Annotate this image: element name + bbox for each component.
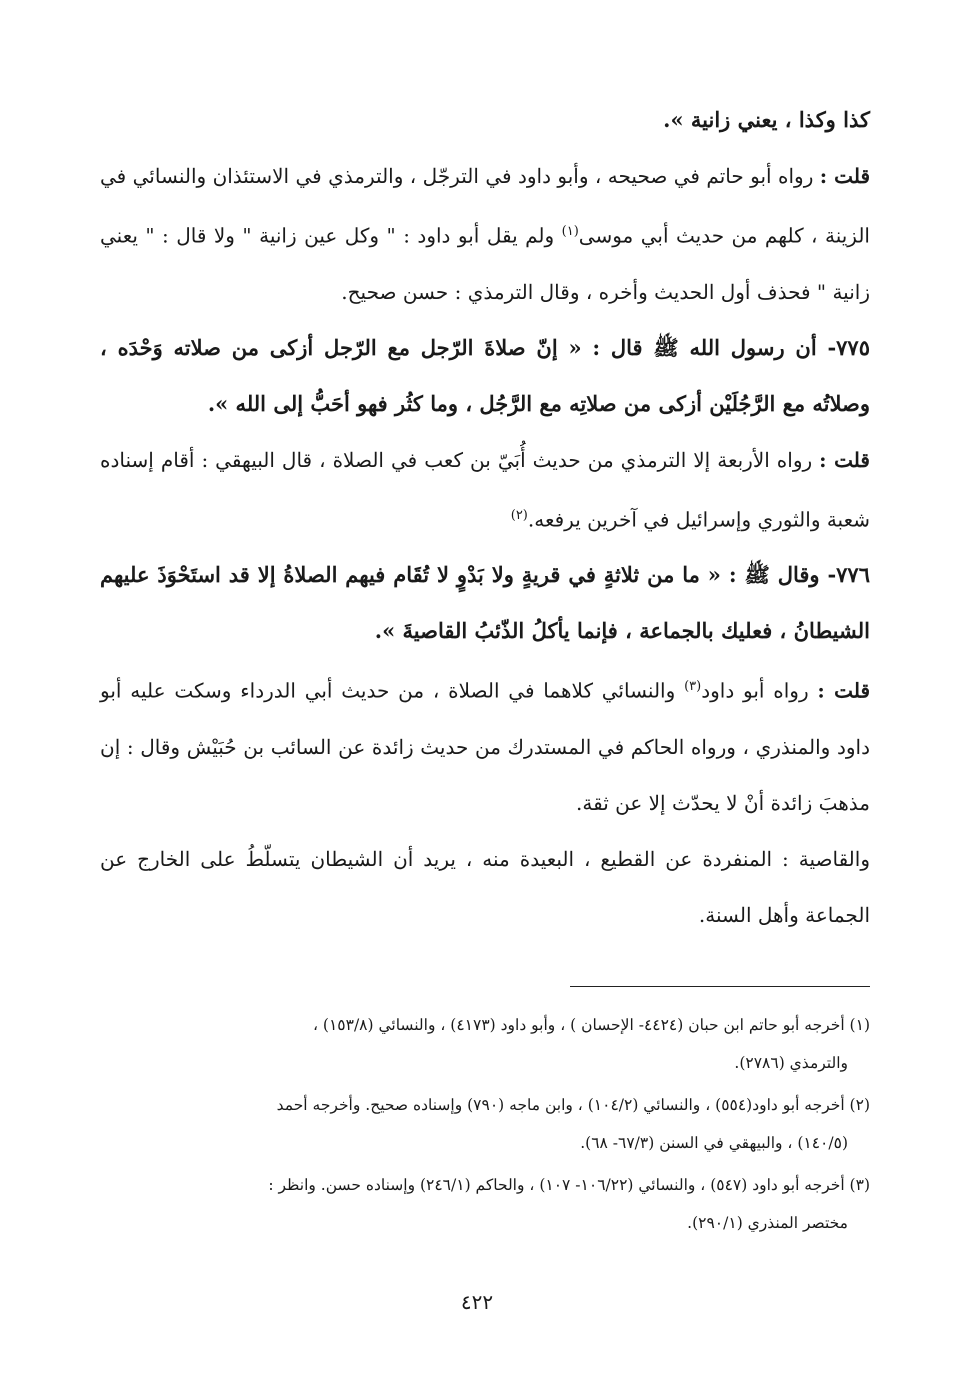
footnote-ref-1[interactable]: (١) — [561, 224, 579, 239]
commentary-text: رواه الأربعة إلا الترمذي من حديث أُبَيّ بن كعب في الصلاة ، قال البيهقي : أقام إسناده شعبة والثوري وإسرائيل في آخرين يرفعه. — [100, 447, 870, 532]
commentary-text-cont: ولم يقل أبو داود : " وكل عين زانية " ولا قال : " يعني زانية " فحذف أول الحديث وأخره ، وقال الترمذي : حسن صحيح. — [100, 223, 870, 304]
footnotes — [100, 1006, 870, 1246]
footnote-line: (٢) أخرجه أبو داود(٥٥٤) ، والنسائي (١٠٤/٢) ، وابن ماجه (٧٩٠) وإسناده صحيح. وأخرجه أحمد — [276, 1096, 870, 1114]
commentary-lead: قلت : — [817, 678, 871, 703]
commentary-text: رواه أبو حاتم في صحيحه ، وأبو داود في الترجّل ، والترمذي في الاستئذان والنسائي في الزينة ، كلهم من حديث أبي موسى — [100, 164, 870, 248]
footnote-line: (١) أخرجه أبو حاتم ابن حبان (٤٤٢٤- الإحسان ) ، وأبو داود (٤١٧٣) ، والنسائي (١٥٣/٨) ، — [312, 1016, 870, 1034]
footnote-line: (٣) أخرجه أبو داود (٥٤٧) ، والنسائي (١٠٦/٢٢- ١٠٧) ، والحاكم (٢٤٦/١) وإسناده حسن. وانظر : — [268, 1176, 870, 1194]
explanation-paragraph: والقاصية : المنفردة عن القطيع ، البعيدة منه ، يريد أن الشيطان يتسلّطُ على الخارج عن الجماعة وأهل السنة. — [100, 846, 870, 927]
footnote-line: (١٤٠/٥) ، والبيهقي في السنن (٦٧/٣- ٦٨). — [580, 1134, 848, 1152]
commentary-text: رواه أبو داود — [701, 678, 818, 703]
hadith-776: ٧٧٦- وقال ﷺ : « ما من ثلاثةٍ في قريةٍ ولا بَدْوٍ لا تُقَام فيهم الصلاةُ إلا قد استَحْوَذَ عليهم الشيطانُ ، فعليك بالجماعة ، فإنما يأكلُ الذّئبُ القاصيةَ ». — [100, 562, 870, 644]
footnote-1 — [100, 1006, 870, 1082]
footnote-line: مختصر المنذري (٢٩٠/١). — [687, 1214, 848, 1232]
page-number: ٤٢٢ — [460, 1290, 494, 1314]
commentary-paragraph-1 — [100, 148, 870, 320]
footnote-ref-2[interactable]: (٢) — [510, 507, 528, 523]
hadith-775: ٧٧٥- أن رسول الله ﷺ قال : « إنّ صلاةَ الرّجل مع الرّجل أزكى من صلاته وَحْدَه ، وصلاتُه مع الرَّجُلَيْن أزكى من صلاتِه مع الرَّجُل ، وما كثُر فهو أحَبُّ إلى الله ». — [100, 334, 870, 416]
footnote-2 — [100, 1086, 870, 1162]
commentary-lead: قلت : — [819, 164, 871, 188]
commentary-text-cont: والنسائي كلاهما في الصلاة ، من حديث أبي الدرداء وسكت عليه أبو داود والمنذري ، ورواه الحاكم في المستدرك من حديث زائدة عن السائب بن حُبَيْش وقال : إن مذهبَ زائدة أنْ لا يحدّث إلا عن ثقة. — [100, 678, 870, 815]
continued-hadith-line: كذا وكذا ، يعني زانية ». — [663, 107, 870, 132]
commentary-paragraph-2 — [100, 432, 870, 548]
commentary-lead: قلت : — [819, 447, 870, 472]
separator-line — [570, 986, 870, 987]
footnote-3 — [100, 1166, 870, 1242]
footnote-ref-3[interactable]: (٣) — [684, 679, 702, 695]
footnote-line: والترمذي (٢٧٨٦). — [734, 1054, 848, 1072]
commentary-paragraph-3 — [100, 659, 870, 831]
